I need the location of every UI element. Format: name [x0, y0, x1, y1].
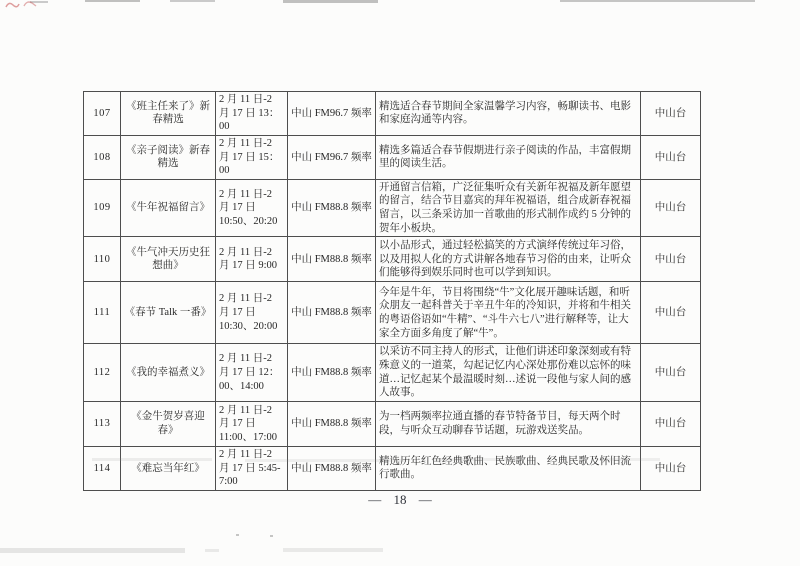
channel-cell: 中山 FM88.8 频率	[288, 344, 376, 402]
program-name-cell: 《亲子阅读》新春精选	[121, 135, 216, 179]
row-number-cell: 112	[84, 344, 121, 402]
scan-smudge	[85, 0, 140, 2]
channel-cell: 中山 FM88.8 频率	[288, 401, 376, 446]
table-row	[84, 92, 701, 136]
table-row	[84, 179, 701, 237]
scan-smudge	[283, 0, 378, 3]
scan-smudge	[560, 0, 755, 2]
channel-cell: 中山 FM88.8 频率	[288, 282, 376, 344]
schedule-cell: 2 月 11 日-2 月 17 日 12：00、14:00	[216, 344, 288, 402]
row-number-cell: 111	[84, 282, 121, 344]
program-name-cell: 《金牛贺岁喜迎春》	[121, 401, 216, 446]
description-cell: 今年是牛年，节目将围绕“牛”文化展开趣味话题，和听众朋友一起科普关于辛丑牛年的冷知识，并将和牛相关的粤语俗语如“牛精”、“斗牛六七八”进行解释等，让大家全方面多角度了解“牛”。	[376, 282, 641, 344]
scan-smudge	[283, 548, 383, 552]
station-cell: 中山台	[641, 92, 701, 136]
schedule-cell: 2 月 11 日-2 月 17 日 9:00	[216, 237, 288, 282]
program-name-cell: 《牛气冲天历史狂想曲》	[121, 237, 216, 282]
schedule-cell: 2 月 11 日-2 月 17 日 15：00	[216, 135, 288, 179]
schedule-cell: 2 月 11 日-2 月 17 日 10:50、20:20	[216, 179, 288, 237]
table-row	[84, 446, 701, 490]
description-cell: 精选多篇适合春节假期进行亲子阅读的作品，丰富假期里的阅读生活。	[376, 135, 641, 179]
station-cell: 中山台	[641, 401, 701, 446]
channel-cell: 中山 FM96.7 频率	[288, 92, 376, 136]
station-cell: 中山台	[641, 135, 701, 179]
table-row	[84, 237, 701, 282]
program-name-cell: 《我的幸福煮义》	[121, 344, 216, 402]
page-number: — 18 —	[368, 492, 432, 507]
table-row	[84, 282, 701, 344]
channel-cell: 中山 FM96.7 频率	[288, 135, 376, 179]
row-number-cell: 113	[84, 401, 121, 446]
station-cell: 中山台	[641, 237, 701, 282]
schedule-cell: 2 月 11 日-2 月 17 日 5:45-7:00	[216, 446, 288, 490]
station-cell: 中山台	[641, 446, 701, 490]
schedule-cell: 2 月 11 日-2 月 17 日 13：00	[216, 92, 288, 136]
program-name-cell: 《春节 Talk 一番》	[121, 282, 216, 344]
table-row	[84, 135, 701, 179]
description-cell: 为一档两频率拉通直播的春节特备节目，每天两个时段，与听众互动聊春节话题，玩游戏送奖品。	[376, 401, 641, 446]
station-cell: 中山台	[641, 282, 701, 344]
program-schedule-table	[83, 91, 701, 491]
scan-smudge	[30, 1, 48, 3]
description-cell: 以采访不同主持人的形式，让他们讲述印象深刻或有特殊意义的一道菜，勾起记忆内心深处那份难以忘怀的味道…记忆起某个最温暖时刻…述说一段他与家人间的感人故事。	[376, 344, 641, 402]
table-row	[84, 344, 701, 402]
program-name-cell: 《难忘当年红》	[121, 446, 216, 490]
scan-smudge	[205, 549, 219, 552]
channel-cell: 中山 FM88.8 频率	[288, 237, 376, 282]
station-cell: 中山台	[641, 179, 701, 237]
row-number-cell: 109	[84, 179, 121, 237]
station-cell: 中山台	[641, 344, 701, 402]
description-cell: 精选历年红色经典歌曲、民族歌曲、经典民歌及怀旧流行歌曲。	[376, 446, 641, 490]
schedule-cell: 2 月 11 日-2 月 17 日 11:00、17:00	[216, 401, 288, 446]
program-name-cell: 《班主任来了》新春精选	[121, 92, 216, 136]
scan-speck	[236, 534, 239, 536]
red-ink-artifact	[4, 0, 38, 9]
row-number-cell: 108	[84, 135, 121, 179]
scan-smudge	[170, 0, 215, 2]
channel-cell: 中山 FM88.8 频率	[288, 179, 376, 237]
scan-smudge	[0, 548, 185, 553]
row-number-cell: 114	[84, 446, 121, 490]
scan-speck	[270, 535, 273, 537]
program-name-cell: 《牛年祝福留言》	[121, 179, 216, 237]
row-number-cell: 110	[84, 237, 121, 282]
row-number-cell: 107	[84, 92, 121, 136]
description-cell: 开通留言信箱，广泛征集听众有关新年祝福及新年愿望的留言，结合节目嘉宾的拜年祝福语，组合成新春祝福留言，以三条采访加一首歌曲的形式制作成约 5 分钟的贺年小板块。	[376, 179, 641, 237]
table-row	[84, 401, 701, 446]
channel-cell: 中山 FM88.8 频率	[288, 446, 376, 490]
description-cell: 以小品形式，通过轻松搞笑的方式演绎传统过年习俗，以及用拟人化的方式讲解各地春节习俗的由来，让听众们能够得到娱乐同时也可以学到知识。	[376, 237, 641, 282]
schedule-cell: 2 月 11 日-2 月 17 日 10:30、20:00	[216, 282, 288, 344]
description-cell: 精选适合春节期间全家温馨学习内容，畅聊读书、电影和家庭沟通等内容。	[376, 92, 641, 136]
